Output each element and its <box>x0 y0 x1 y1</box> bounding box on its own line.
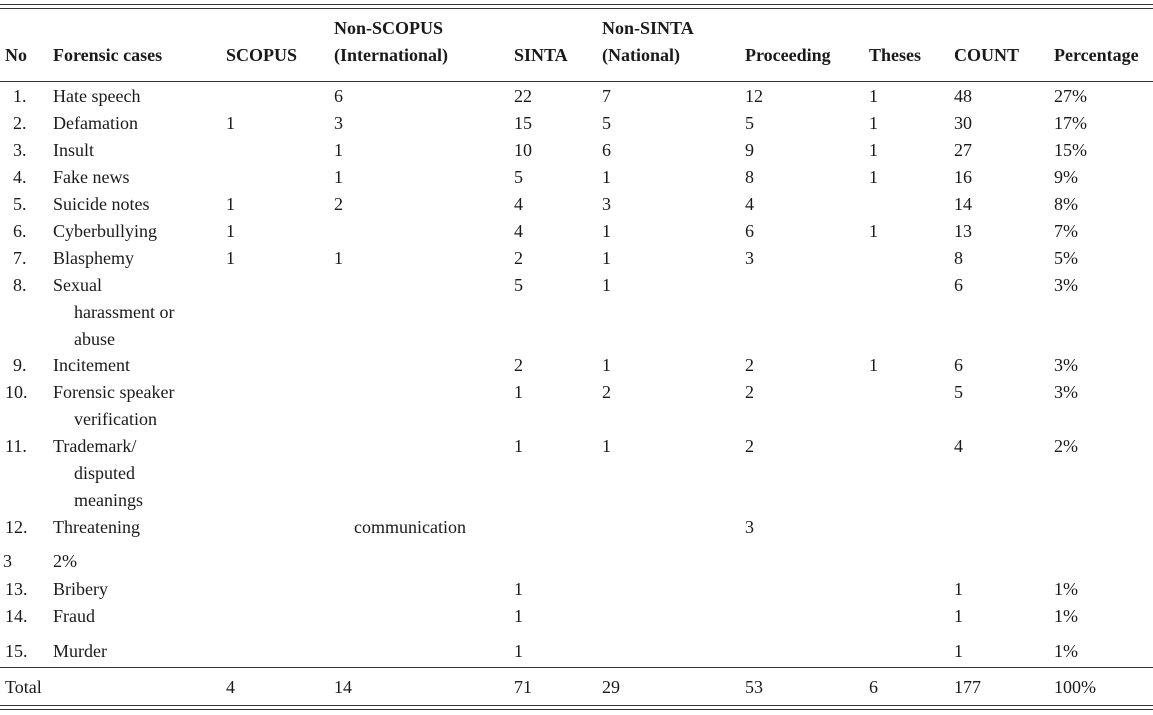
cell-non-sinta: 7 <box>602 86 611 106</box>
row-number: 14. <box>5 606 28 626</box>
cell-pct: 3% <box>1054 382 1078 402</box>
cell-theses: 1 <box>869 167 878 187</box>
forensic-case-label: abuse <box>74 329 115 349</box>
cell-sinta: 22 <box>514 86 532 106</box>
cell-count: 1 <box>954 606 963 626</box>
forensic-case-label: harassment or <box>74 302 175 322</box>
row-number: 11. <box>5 436 27 456</box>
forensic-case-label: Suicide notes <box>53 194 150 214</box>
cell-count: 30 <box>954 113 972 133</box>
cell-non-sinta: 1 <box>602 248 611 268</box>
header-sinta: SINTA <box>514 45 568 65</box>
cell-count: 6 <box>954 275 963 295</box>
cell-pct: 9% <box>1054 167 1078 187</box>
top-rule-2 <box>0 8 1153 9</box>
forensic-case-label: Defamation <box>53 113 138 133</box>
forensic-case-label: meanings <box>74 490 143 510</box>
cell-scopus: 1 <box>226 248 235 268</box>
row-number: 5. <box>13 194 27 214</box>
cell-pct: 15% <box>1054 140 1087 160</box>
forensic-case-label: verification <box>74 409 157 429</box>
cell-sinta: 4 <box>514 221 523 241</box>
forensic-case-label: Threatening <box>53 517 140 537</box>
cell-sinta: 2 <box>514 248 523 268</box>
cell-sinta: 1 <box>514 641 523 661</box>
bottom-rule-2 <box>0 709 1153 710</box>
cell-pct: 8% <box>1054 194 1078 214</box>
cell-proceeding: 12 <box>745 86 763 106</box>
forensic-case-label: Trademark/ <box>53 436 137 456</box>
cell-theses: 1 <box>869 86 878 106</box>
cell-non-scopus: 1 <box>334 167 343 187</box>
header-percentage: Percentage <box>1054 45 1139 65</box>
cell-theses: 1 <box>869 140 878 160</box>
cell-proceeding: 2 <box>745 436 754 456</box>
row-number: 10. <box>5 382 28 402</box>
cell-proceeding: 3 <box>745 517 754 537</box>
cell-pct: 1% <box>1054 579 1078 599</box>
cell-sinta: 1 <box>514 579 523 599</box>
row-number: 4. <box>13 167 27 187</box>
forensic-case-label: Incitement <box>53 355 130 375</box>
cell-non-scopus: 1 <box>334 140 343 160</box>
cell-non-scopus: 1 <box>334 248 343 268</box>
cell-non-sinta: 1 <box>602 275 611 295</box>
header-non-scopus-line1: Non-SCOPUS <box>334 18 444 38</box>
cell-pct: 2% <box>1054 436 1078 456</box>
forensic-case-label: Blasphemy <box>53 248 134 268</box>
cell-non-sinta: 2 <box>602 382 611 402</box>
row-number: 12. <box>5 517 28 537</box>
total-sinta: 71 <box>514 677 532 697</box>
cell-pct: 3% <box>1054 355 1078 375</box>
header-theses: Theses <box>869 45 922 65</box>
row-number: 6. <box>13 221 27 241</box>
cell-pct: 3% <box>1054 275 1078 295</box>
cell-sinta: 15 <box>514 113 532 133</box>
cell-sinta: 5 <box>514 167 523 187</box>
forensic-case-label: Bribery <box>53 579 108 599</box>
header-rule <box>0 81 1153 82</box>
row-number: 3. <box>13 140 27 160</box>
cell-proceeding: 2 <box>745 355 754 375</box>
cell-non-scopus: 3 <box>334 113 343 133</box>
forensic-case-label: Cyberbullying <box>53 221 157 241</box>
cell-count: 4 <box>954 436 963 456</box>
forensic-case-label: Insult <box>53 140 95 160</box>
total-rule <box>0 667 1153 668</box>
cell-count: 48 <box>954 86 972 106</box>
cell-sinta: 10 <box>514 140 532 160</box>
cell-count: 5 <box>954 382 963 402</box>
total-non-scopus: 14 <box>334 677 352 697</box>
forensic-case-label: 2% <box>53 551 77 571</box>
cell-sinta: 5 <box>514 275 523 295</box>
cell-sinta: 1 <box>514 606 523 626</box>
cell-sinta: 1 <box>514 382 523 402</box>
cell-proceeding: 8 <box>745 167 754 187</box>
cell-non-sinta: 6 <box>602 140 611 160</box>
forensic-case-label: Fake news <box>53 167 130 187</box>
cell-non-sinta: 5 <box>602 113 611 133</box>
cell-non-sinta: 1 <box>602 221 611 241</box>
header-scopus: SCOPUS <box>226 45 298 65</box>
cell-proceeding: 5 <box>745 113 754 133</box>
cell-theses: 1 <box>869 113 878 133</box>
row-number: 3 <box>3 551 12 571</box>
cell-sinta: 1 <box>514 436 523 456</box>
cell-pct: 5% <box>1054 248 1078 268</box>
header-non-scopus-line2: (International) <box>334 45 448 65</box>
top-rule-1 <box>0 4 1153 5</box>
cell-sinta: 4 <box>514 194 523 214</box>
header-non-sinta-line2: (National) <box>602 45 680 65</box>
cell-non-sinta: 3 <box>602 194 611 214</box>
forensic-case-label: disputed <box>74 463 135 483</box>
cell-proceeding: 2 <box>745 382 754 402</box>
total-non-sinta: 29 <box>602 677 620 697</box>
header-proceeding: Proceeding <box>745 45 831 65</box>
forensic-case-label: Sexual <box>53 275 102 295</box>
bottom-rule-1 <box>0 705 1153 706</box>
cell-count: 16 <box>954 167 972 187</box>
cell-proceeding: 6 <box>745 221 754 241</box>
total-count: 177 <box>954 677 981 697</box>
row-number: 15. <box>5 641 28 661</box>
cell-non-scopus: 2 <box>334 194 343 214</box>
total-label: Total <box>5 677 42 697</box>
cell-non-sinta: 1 <box>602 436 611 456</box>
cell-scopus: 1 <box>226 194 235 214</box>
cell-pct: 7% <box>1054 221 1078 241</box>
cell-pct: 1% <box>1054 641 1078 661</box>
row-number: 2. <box>13 113 27 133</box>
cell-count: 13 <box>954 221 972 241</box>
cell-count: 1 <box>954 579 963 599</box>
cell-non-sinta: 1 <box>602 167 611 187</box>
cell-pct: 1% <box>1054 606 1078 626</box>
header-no: No <box>5 45 27 65</box>
header-count: COUNT <box>954 45 1020 65</box>
cell-count: 27 <box>954 140 972 160</box>
cell-non-scopus: communication <box>354 517 466 537</box>
cell-proceeding: 4 <box>745 194 754 214</box>
cell-proceeding: 3 <box>745 248 754 268</box>
forensic-case-label: Fraud <box>53 606 95 626</box>
cell-theses: 1 <box>869 221 878 241</box>
forensic-case-label: Hate speech <box>53 86 141 106</box>
total-percentage: 100% <box>1054 677 1096 697</box>
cell-pct: 17% <box>1054 113 1087 133</box>
cell-non-scopus: 6 <box>334 86 343 106</box>
cell-sinta: 2 <box>514 355 523 375</box>
cell-count: 1 <box>954 641 963 661</box>
row-number: 1. <box>13 86 27 106</box>
forensic-case-label: Murder <box>53 641 107 661</box>
cell-count: 14 <box>954 194 972 214</box>
cell-theses: 1 <box>869 355 878 375</box>
row-number: 13. <box>5 579 28 599</box>
forensic-case-label: Forensic speaker <box>53 382 175 402</box>
row-number: 8. <box>13 275 27 295</box>
row-number: 9. <box>13 355 27 375</box>
cell-scopus: 1 <box>226 221 235 241</box>
header-forensic-cases: Forensic cases <box>53 45 163 65</box>
cell-proceeding: 9 <box>745 140 754 160</box>
cell-pct: 27% <box>1054 86 1087 106</box>
cell-scopus: 1 <box>226 113 235 133</box>
total-proceeding: 53 <box>745 677 763 697</box>
cell-non-sinta: 1 <box>602 355 611 375</box>
header-non-sinta-line1: Non-SINTA <box>602 18 694 38</box>
total-scopus: 4 <box>226 677 235 697</box>
row-number: 7. <box>13 248 27 268</box>
cell-count: 6 <box>954 355 963 375</box>
cell-count: 8 <box>954 248 963 268</box>
total-theses: 6 <box>869 677 878 697</box>
